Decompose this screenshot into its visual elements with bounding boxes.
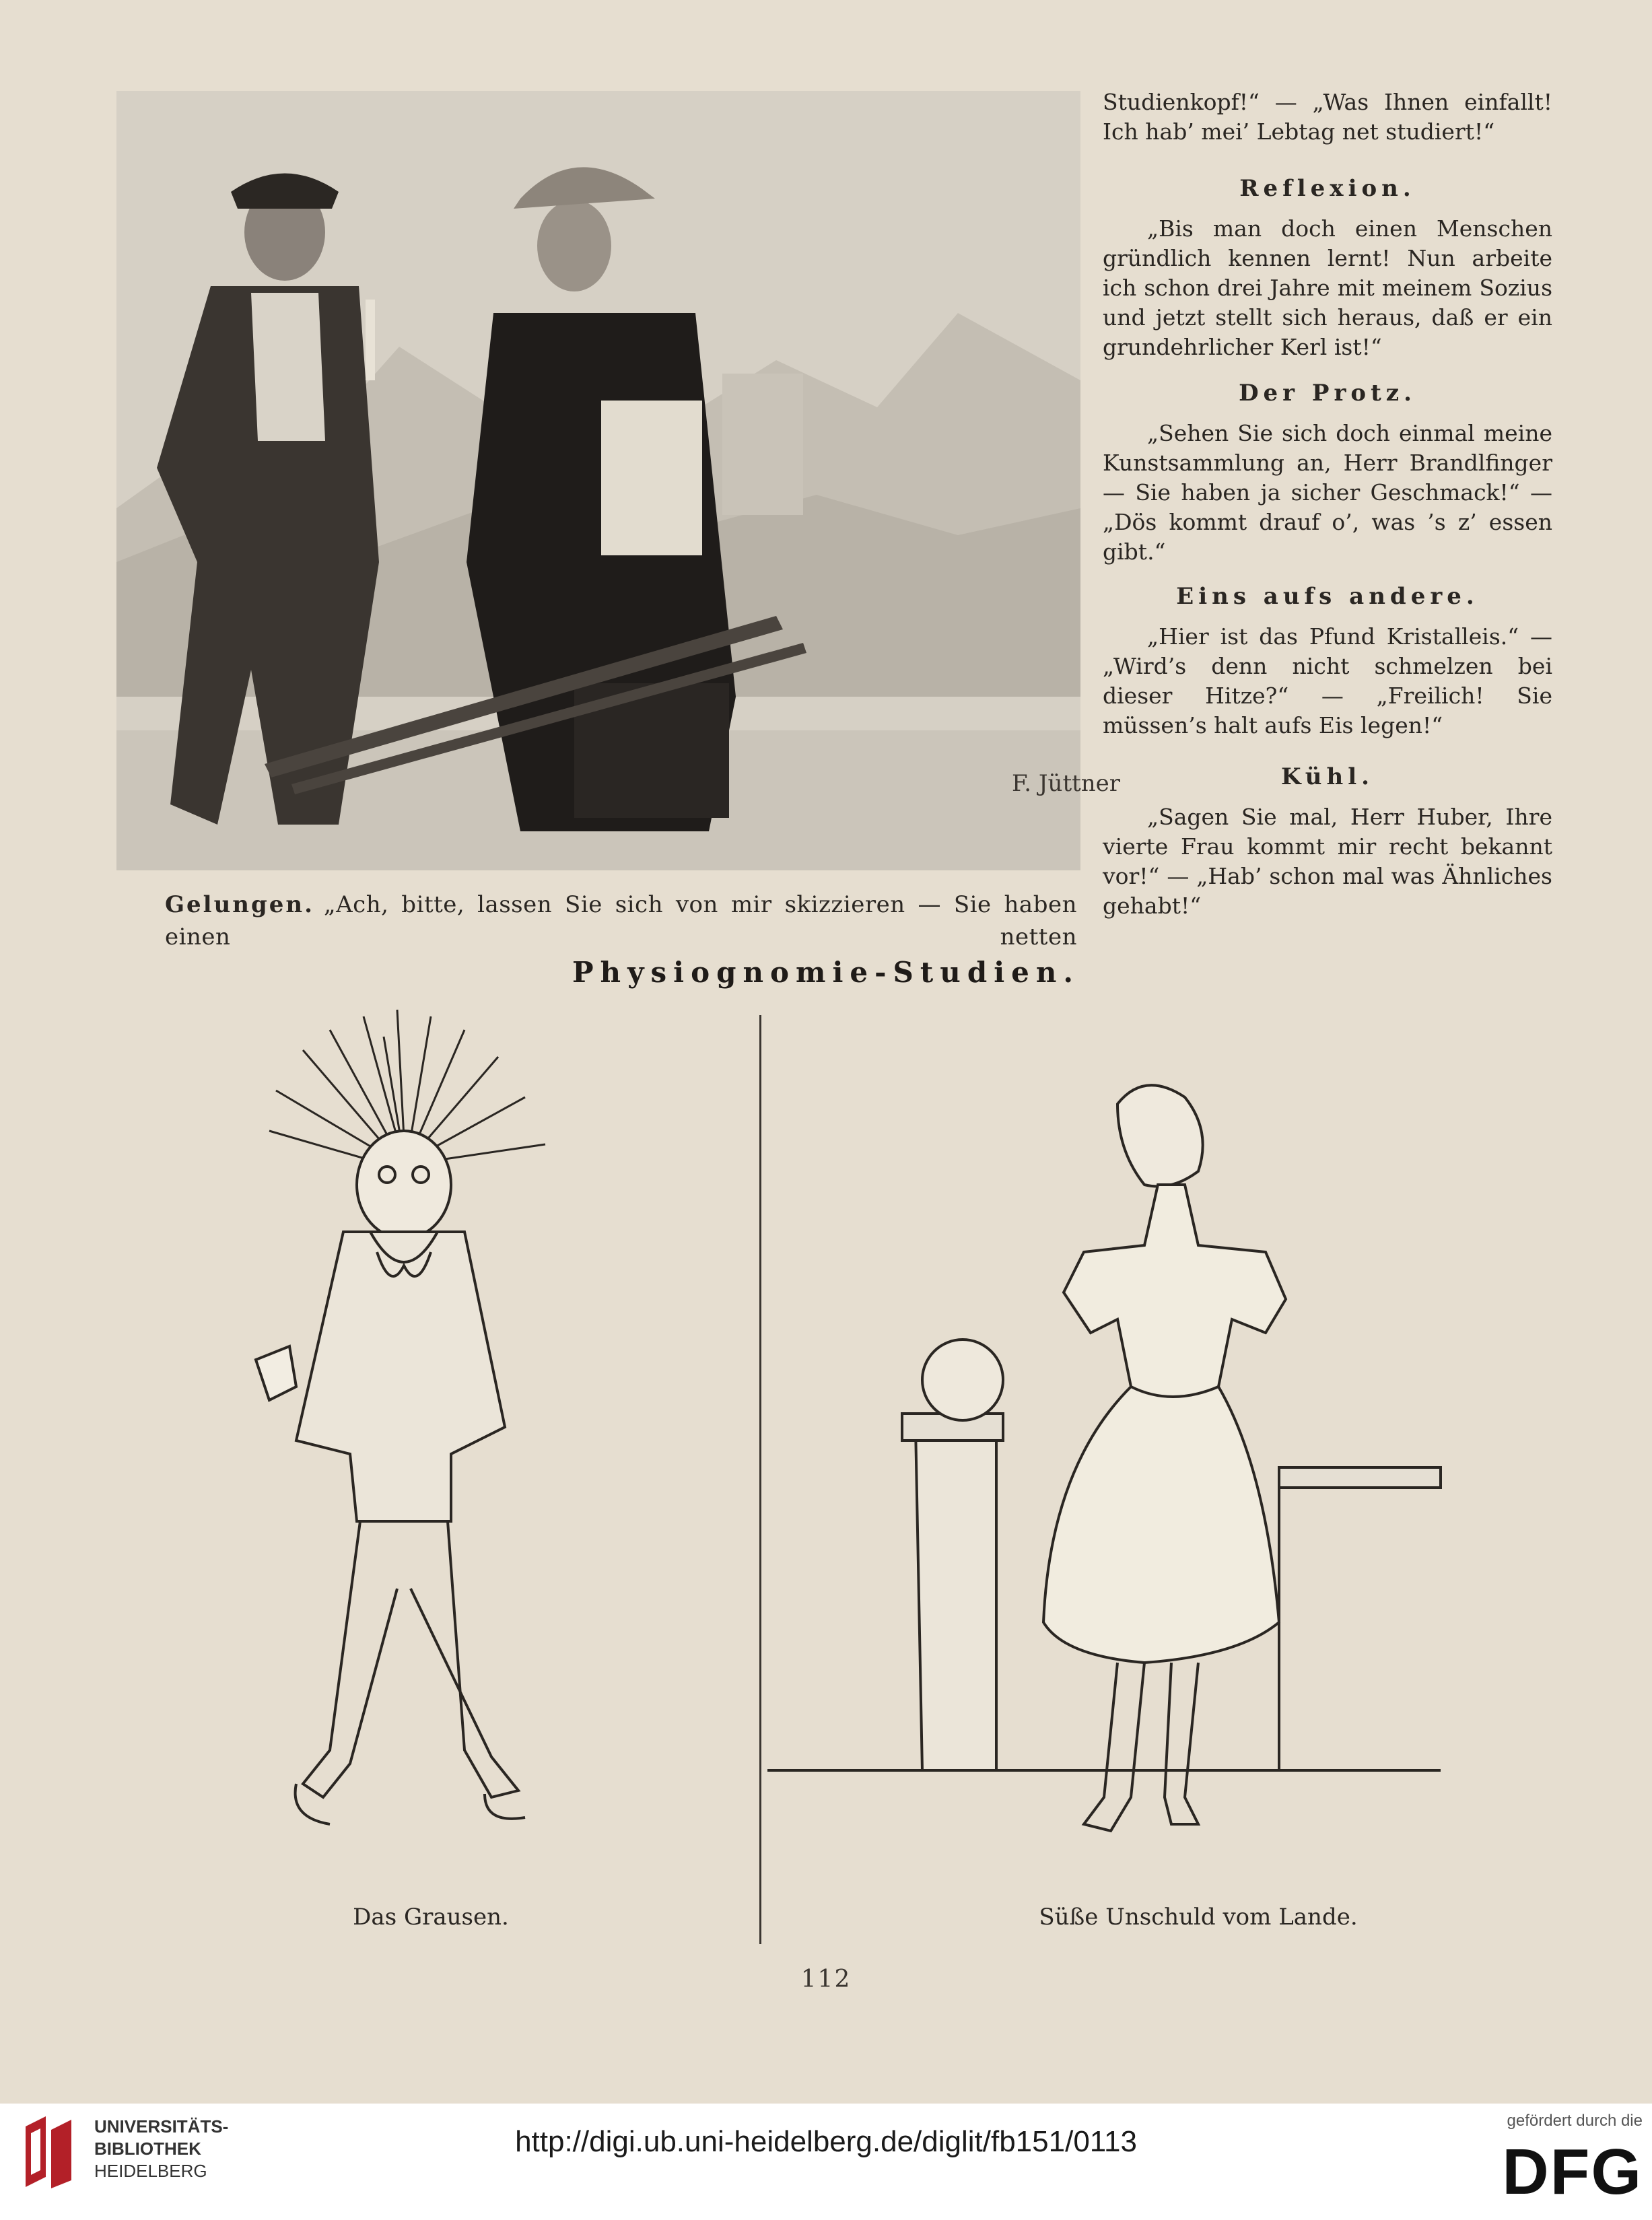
top-caption [165, 889, 1077, 953]
caption-das-grausen: Das Grausen. [353, 1904, 509, 1931]
caption-lead: Gelungen. [165, 891, 314, 918]
university-library-name: UNIVERSITÄTS- BIBLIOTHEK HEIDELBERG [94, 2116, 229, 2181]
page-number: 112 [800, 1966, 852, 1993]
heading-reflexion: Reflexion. [1239, 175, 1416, 202]
footer-bar [0, 2104, 1652, 2220]
text-der-protz: „Sehen Sie sich doch einmal meine Kunstsammlung an, Herr Brandlfinger — Sie haben ja sicher Geschmack!“ — „Dös kommt drauf o’, was ’s z’ essen gibt.“ [1103, 420, 1552, 565]
text-eins-aufs-andere: „Hier ist das Pfund Kristalleis.“ — „Wird’s denn nicht schmelzen bei dieser Hitze?“ — „Freilich! Sie müssen’s halt aufs Eis legen!“ [1103, 623, 1552, 738]
column-divider [759, 1015, 761, 1944]
cat-girl-drawing [767, 1050, 1447, 1902]
page-url-link[interactable]: http://digi.ub.uni-heidelberg.de/diglit/fb151/0113 [515, 2125, 1137, 2158]
top-illustration [116, 91, 1121, 870]
drawing-das-grausen [168, 1010, 747, 1905]
artist-signature: F. Jüttner [1012, 770, 1121, 797]
hedgehog-man-drawing [168, 1010, 747, 1905]
text-kuehl: „Sagen Sie mal, Herr Huber, Ihre vierte Frau kommt mir recht bekannt vor!“ — „Hab’ schon mal was Ähnliches gehabt!“ [1103, 804, 1552, 919]
section-title: Physiognomie-Studien. [572, 956, 1080, 989]
illustration-two-men-mountains [116, 91, 1121, 870]
dfg-logo[interactable]: DFG [1502, 2136, 1643, 2208]
heading-kuehl: Kühl. [1281, 763, 1374, 790]
heading-der-protz: Der Protz. [1239, 380, 1416, 407]
continuation-text: Studienkopf!“ — „Was Ihnen einfallt! Ich hab’ mei’ Lebtag net studiert!“ [1103, 89, 1552, 145]
heading-eins-aufs-andere: Eins aufs andere. [1176, 583, 1479, 610]
caption-text: „Ach, bitte, lassen Sie sich von mir skizzieren — Sie haben einen netten [165, 891, 1077, 950]
right-text-column [1103, 88, 1552, 921]
drawing-suesse-unschuld [767, 1050, 1447, 1902]
caption-suesse-unschuld: Süße Unschuld vom Lande. [1039, 1904, 1358, 1931]
text-reflexion: „Bis man doch einen Menschen gründlich kennen lernt! Nun arbeite ich schon drei Jahre mit meinem Sozius und jetzt stellt sich heraus, daß er ein grundehrlicher Kerl ist!“ [1103, 215, 1552, 360]
funded-by-label: gefördert durch die [1507, 2112, 1643, 2130]
